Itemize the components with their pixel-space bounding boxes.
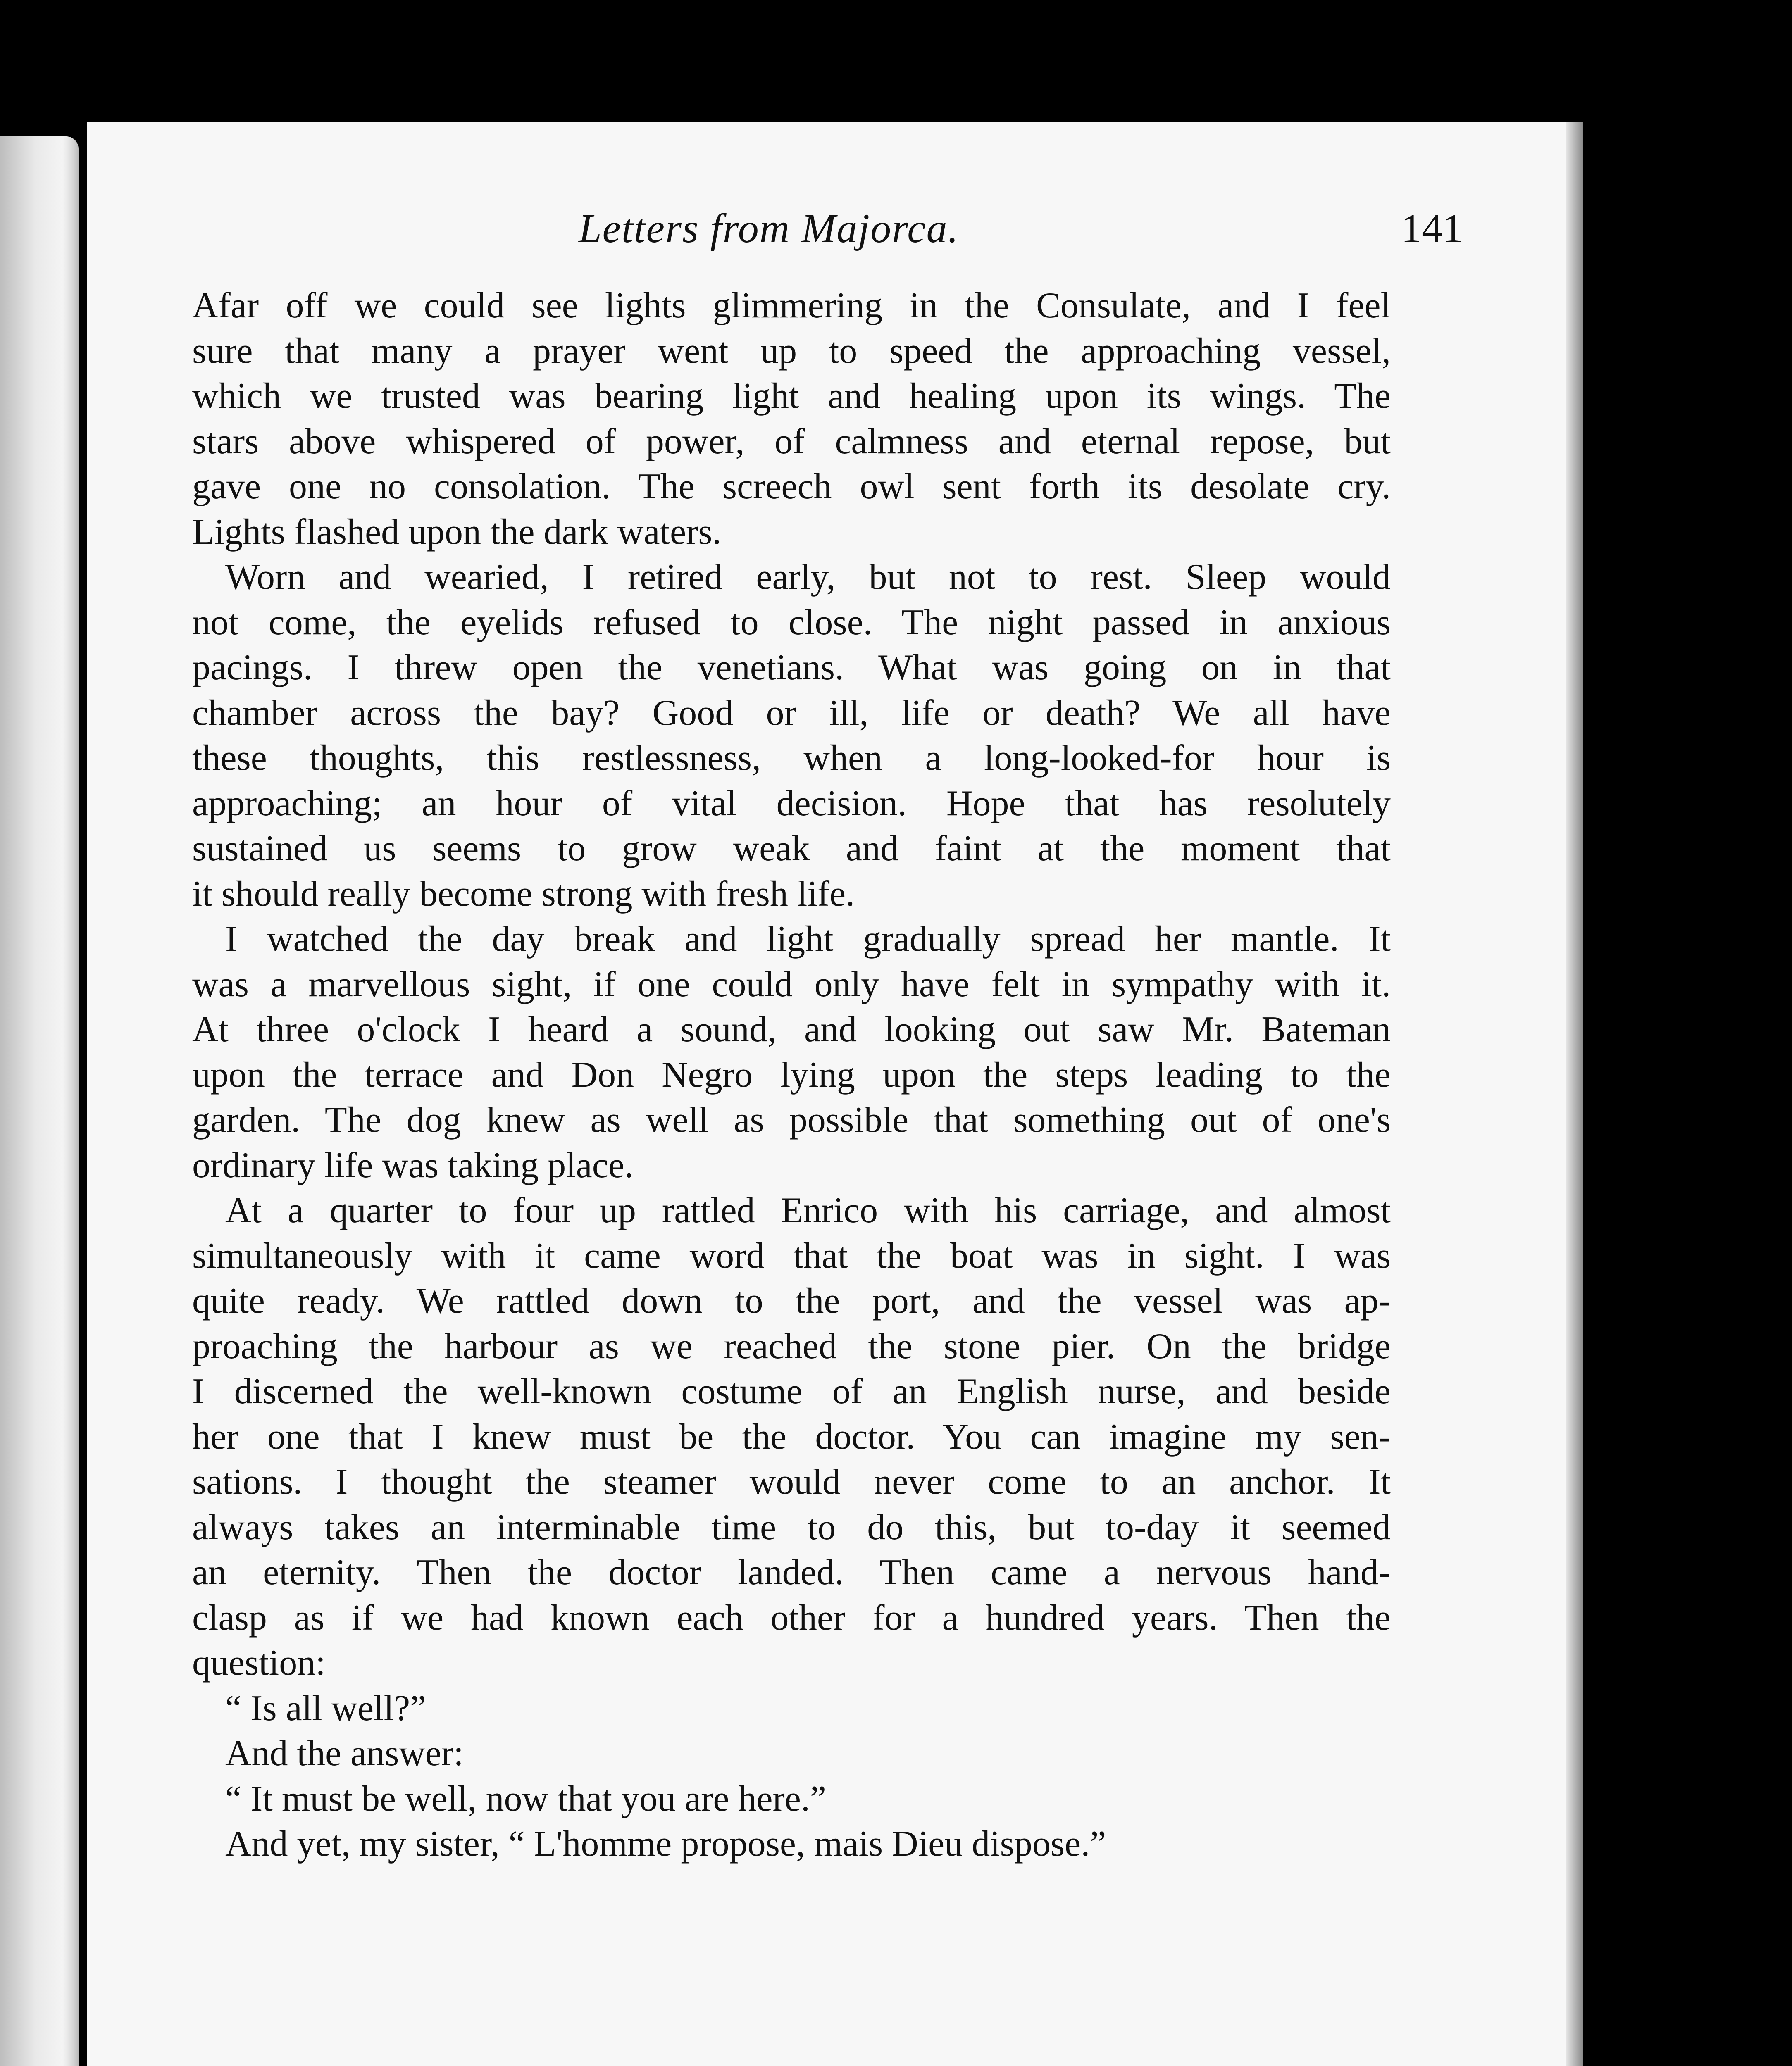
text-line: At three o'clock I heard a sound, and looking out saw Mr. Bateman — [192, 1009, 1391, 1050]
text-line: these thoughts, this restlessness, when a long-looked-for hour is — [192, 738, 1391, 778]
paragraph — [192, 1731, 1391, 1776]
text-line: I discerned the well-known costume of an English nurse, and beside — [192, 1371, 1391, 1411]
body-text — [192, 283, 1391, 1867]
paragraph — [192, 283, 1391, 555]
page-number: 141 — [1401, 205, 1463, 251]
text-line: “ It must be well, now that you are here.” — [225, 1778, 826, 1819]
text-line: clasp as if we had known each other for a hundred years. Then the — [192, 1597, 1391, 1638]
text-line: upon the terrace and Don Negro lying upon the steps leading to the — [192, 1054, 1391, 1095]
paragraph — [192, 1776, 1391, 1822]
book-page — [87, 122, 1583, 2066]
text-line: sure that many a prayer went up to speed the approaching vessel, — [192, 331, 1391, 371]
text-line: always takes an interminable time to do this, but to-day it seemed — [192, 1507, 1391, 1547]
paragraph — [192, 1686, 1391, 1731]
text-line: question: — [192, 1643, 326, 1683]
text-line: her one that I knew must be the doctor. You can imagine my sen- — [192, 1416, 1391, 1457]
text-line: Worn and wearied, I retired early, but not to rest. Sleep would — [225, 557, 1391, 597]
text-line: Lights flashed upon the dark waters. — [192, 512, 722, 552]
text-line: ordinary life was taking place. — [192, 1145, 634, 1185]
text-line: proaching the harbour as we reached the stone pier. On the bridge — [192, 1326, 1391, 1366]
text-line: an eternity. Then the doctor landed. Then came a nervous hand- — [192, 1552, 1391, 1592]
text-line: stars above whispered of power, of calmness and eternal repose, but — [192, 421, 1391, 462]
text-line: quite ready. We rattled down to the port, and the vessel was ap- — [192, 1281, 1391, 1321]
text-line: sustained us seems to grow weak and faint at the moment that — [192, 828, 1391, 869]
text-line: it should really become strong with fresh life. — [192, 874, 855, 914]
text-line: I watched the day break and light gradually spread her mantle. It — [225, 919, 1391, 959]
text-line: sations. I thought the steamer would never come to an anchor. It — [192, 1462, 1391, 1502]
text-line: And the answer: — [225, 1733, 464, 1773]
paragraph — [192, 1821, 1391, 1867]
running-title: Letters from Majorca. — [579, 205, 959, 251]
text-line: was a marvellous sight, if one could only have felt in sympathy with it. — [192, 964, 1391, 1004]
text-line: simultaneously with it came word that the boat was in sight. I was — [192, 1235, 1391, 1276]
facing-page-edge — [0, 136, 79, 2066]
text-line: which we trusted was bearing light and healing upon its wings. The — [192, 376, 1391, 416]
text-line: approaching; an hour of vital decision. Hope that has resolutely — [192, 783, 1391, 824]
paragraph — [192, 916, 1391, 1188]
page-header — [87, 205, 1583, 262]
text-line: not come, the eyelids refused to close. The night passed in anxious — [192, 602, 1391, 643]
page-fore-edge — [1566, 122, 1583, 2066]
text-line: garden. The dog knew as well as possible that something out of one's — [192, 1100, 1391, 1140]
text-line: gave one no consolation. The screech owl sent forth its desolate cry. — [192, 467, 1391, 507]
text-line: And yet, my sister, “ L'homme propose, mais Dieu dispose.” — [225, 1824, 1106, 1864]
text-line: chamber across the bay? Good or ill, life or death? We all have — [192, 693, 1391, 733]
text-line: “ Is all well?” — [225, 1688, 427, 1728]
text-line: pacings. I threw open the venetians. What was going on in that — [192, 647, 1391, 688]
paragraph — [192, 1188, 1391, 1686]
text-line: At a quarter to four up rattled Enrico with his carriage, and almost — [225, 1190, 1391, 1231]
paragraph — [192, 555, 1391, 916]
text-line: Afar off we could see lights glimmering in the Consulate, and I feel — [192, 286, 1391, 326]
